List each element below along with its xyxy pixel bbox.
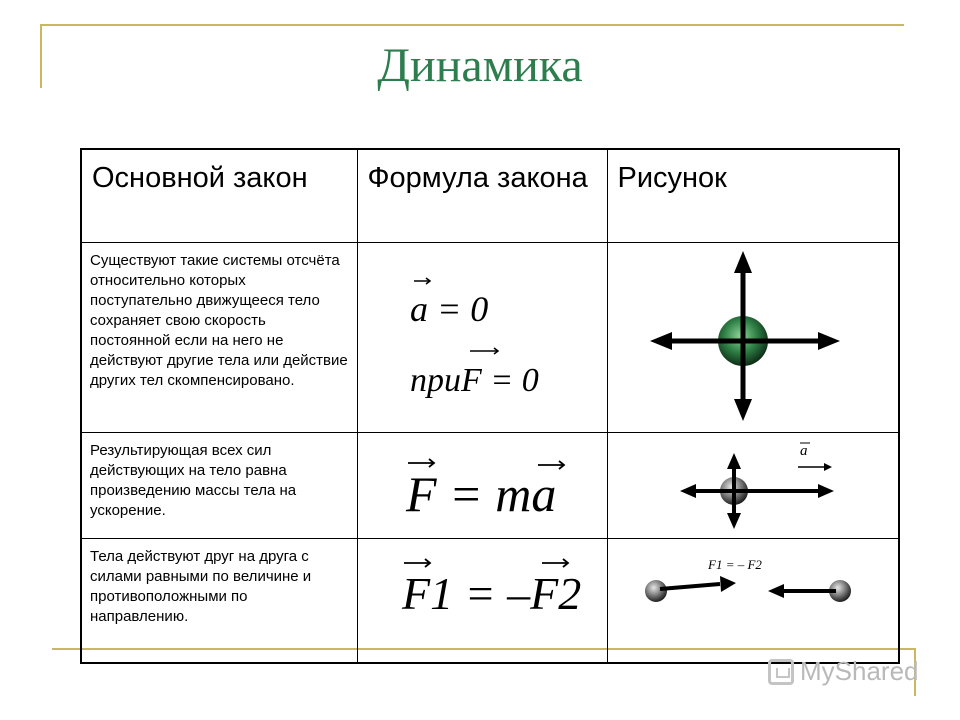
header-law: Основной закон (81, 149, 357, 243)
formula-2-line-1: F = ma (405, 466, 556, 522)
figure-net-force (608, 433, 898, 537)
top-rule (40, 24, 904, 26)
figure-action-reaction (608, 539, 898, 661)
watermark (768, 656, 919, 687)
formula-3 (358, 539, 606, 661)
header-formula: Формула закона (357, 149, 607, 243)
table-row (81, 243, 899, 433)
body-1-ball (645, 580, 667, 602)
formula-1-line-1: a = 0 (409, 289, 488, 329)
table-row (81, 539, 899, 663)
formula-1-line-2: приF = 0 (409, 362, 539, 399)
header-figure: Рисунок (607, 149, 899, 243)
figure-cell-3 (607, 539, 899, 663)
formula-3-line-1: F1 = –F2 (401, 568, 581, 619)
law-text-3: Тела действуют друг на друга с силами равными по величине и противоположными по направлению. (90, 548, 312, 625)
formula-cell-1 (357, 243, 607, 433)
figure-cell-1 (607, 243, 899, 433)
laws-table (80, 148, 900, 664)
accel-label: a (799, 443, 807, 459)
formula-cell-3 (357, 539, 607, 663)
slide-title: Динамика (377, 39, 583, 92)
table-row (81, 433, 899, 539)
myshared-logo-icon (768, 659, 794, 685)
table-header-row (81, 149, 899, 243)
watermark-text: MyShared (800, 656, 919, 686)
law-text-1: Существуют такие системы отсчёта относительно которых поступательно движущееся тело сохраняет свою скорость постоянной если на него не действуют другие тела или действие других тел скомпенсировано. (90, 252, 348, 389)
figure-balanced-forces (608, 243, 898, 431)
law-text-2: Результирующая всех сил действующих на тело равна произведению массы тела на ускорение. (90, 442, 297, 519)
formula-2 (358, 433, 606, 537)
figure-cell-2 (607, 433, 899, 539)
formula-1 (358, 243, 606, 431)
formula-cell-2 (357, 433, 607, 539)
forces-label: F1 = – F2 (707, 557, 762, 572)
